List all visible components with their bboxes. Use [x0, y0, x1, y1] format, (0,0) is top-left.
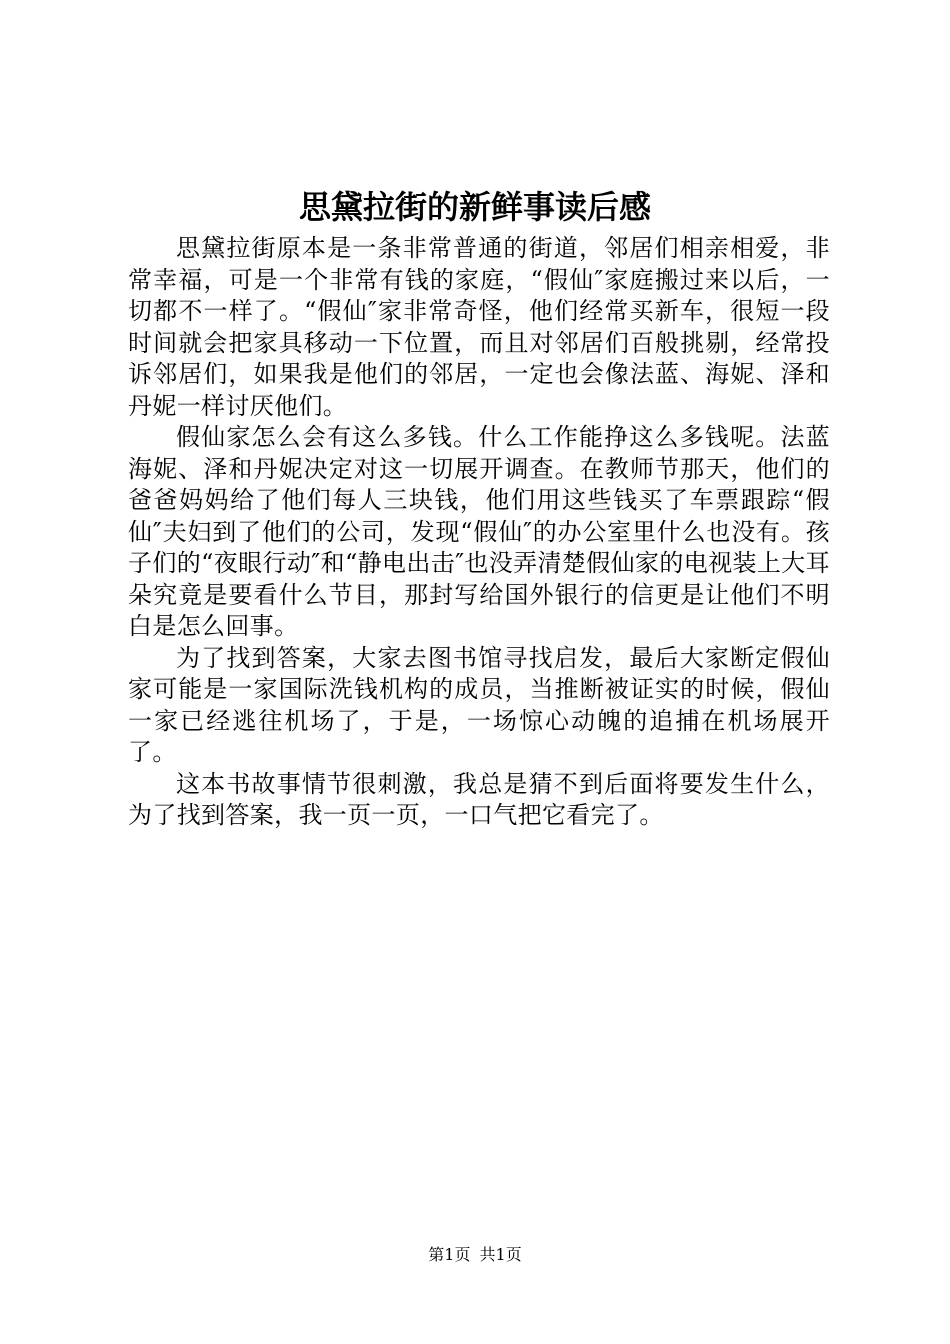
document-title: 思黛拉街的新鲜事读后感	[298, 188, 651, 226]
page-number: 第1页	[428, 1245, 471, 1264]
paragraph-4: 这本书故事情节很刺激，我总是猜不到后面将要发生什么，为了找到答案，我一页一页，一口气把它看完了。	[128, 769, 830, 829]
document-body	[128, 233, 830, 832]
paragraph-2: 假仙家怎么会有这么多钱。什么工作能挣这么多钱呢。法蓝海妮、泽和丹妮决定对这一切展开调查。在教师节那天，他们的爸爸妈妈给了他们每人三块钱，他们用这些钱买了车票跟踪“假仙″夫妇到了他们的公司，发现“假仙″的办公室里什么也没有。孩子们的“夜眼行动″和“静电出击″也没弄清楚假仙家的电视装上大耳朵究竟是要看什么节目，那封写给国外银行的信更是让他们不明白是怎么回事。	[128, 423, 830, 640]
page-total: 共1页	[479, 1245, 522, 1264]
page-footer	[0, 1243, 950, 1267]
paragraph-1: 思黛拉街原本是一条非常普通的街道，邻居们相亲相爱，非常幸福，可是一个非常有钱的家庭，“假仙″家庭搬过来以后，一切都不一样了。“假仙″家非常奇怪，他们经常买新车，很短一段时间就会把家具移动一下位置，而且对邻居们百般挑剔，经常投诉邻居们，如果我是他们的邻居，一定也会像法蓝、海妮、泽和丹妮一样讨厌他们。	[128, 234, 830, 420]
paragraph-3: 为了找到答案，大家去图书馆寻找启发，最后大家断定假仙家可能是一家国际洗钱机构的成员，当推断被证实的时候，假仙一家已经逃往机场了，于是，一场惊心动魄的追捕在机场展开了。	[128, 643, 830, 766]
